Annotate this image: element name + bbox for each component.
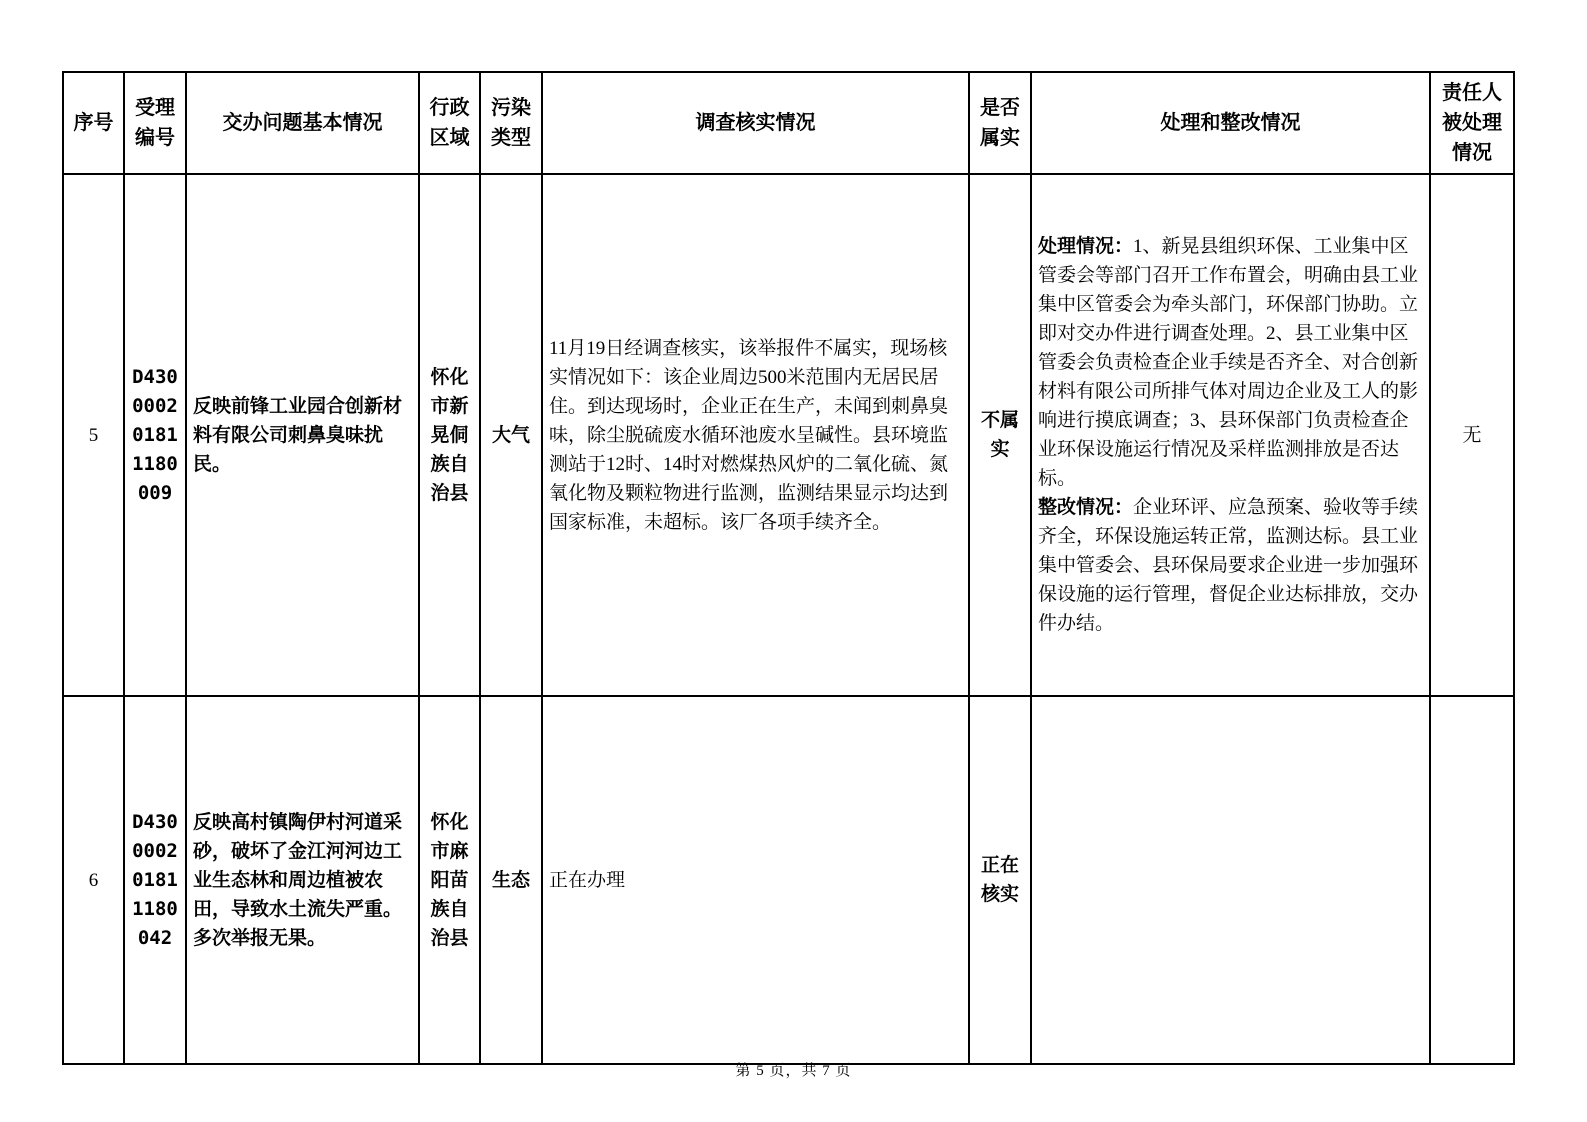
col-header-handling: 处理和整改情况	[1031, 72, 1430, 174]
col-header-case-number: 受理编号	[124, 72, 186, 174]
serial-cell: 6	[63, 696, 124, 1064]
investigation-cell: 11月19日经调查核实，该举报件不属实，现场核实情况如下：该企业周边500米范围内无居民居住。到达现场时，企业正在生产，未闻到刺鼻臭味，除尘脱硫废水循环池废水呈碱性。县环境监测站于12时、14时对燃煤热风炉的二氧化硫、氮氧化物及颗粒物进行监测，监测结果显示均达到国家标准，未超标。该厂各项手续齐全。	[542, 174, 969, 696]
col-header-serial: 序号	[63, 72, 124, 174]
region-cell: 怀化市新晃侗族自治县	[419, 174, 480, 696]
table-row-case-5	[63, 174, 1514, 696]
rectification-label: 整改情况：	[1038, 497, 1134, 518]
verified-cell: 不属实	[969, 174, 1031, 696]
page-footer: 第 5 页，共 7 页	[735, 1063, 852, 1079]
pollution-type-cell: 生态	[480, 696, 542, 1064]
accountability-cell: 无	[1430, 174, 1514, 696]
handling-label: 处理情况：	[1038, 236, 1134, 257]
table-row-case-6	[63, 696, 1514, 1064]
col-header-issue: 交办问题基本情况	[186, 72, 419, 174]
handling-cell	[1031, 696, 1430, 1064]
table-header-row	[63, 72, 1514, 174]
issue-summary-cell: 反映前锋工业园合创新材料有限公司刺鼻臭味扰民。	[186, 174, 419, 696]
col-header-pollution-type: 污染类型	[480, 72, 542, 174]
complaint-table	[62, 71, 1515, 1065]
pollution-type-cell: 大气	[480, 174, 542, 696]
col-header-region: 行政区域	[419, 72, 480, 174]
handling-paragraph	[1038, 232, 1423, 493]
col-header-accountability: 责任人被处理情况	[1430, 72, 1514, 174]
handling-text: 1、新晃县组织环保、工业集中区管委会等部门召开工作布置会，明确由县工业集中区管委会为牵头部门，环保部门协助。立即对交办件进行调查处理。2、县工业集中区管委会负责检查企业手续是否齐全、对合创新材料有限公司所排气体对周边企业及工人的影响进行摸底调查；3、县环保部门负责检查企业环保设施运行情况及采样监测排放是否达标。	[1038, 236, 1419, 489]
rectification-text: 企业环评、应急预案、验收等手续齐全，环保设施运转正常，监测达标。县工业集中管委会、县环保局要求企业进一步加强环保设施的运行管理，督促企业达标排放，交办件办结。	[1038, 497, 1419, 634]
verified-cell: 正在核实	[969, 696, 1031, 1064]
col-header-verified: 是否属实	[969, 72, 1031, 174]
issue-summary-cell: 反映高村镇陶伊村河道采砂，破坏了金江河河边工业生态林和周边植被农田，导致水土流失严重。多次举报无果。	[186, 696, 419, 1064]
serial-cell: 5	[63, 174, 124, 696]
investigation-cell: 正在办理	[542, 696, 969, 1064]
handling-cell	[1031, 174, 1430, 696]
case-number-cell: D430000201811180009	[124, 174, 186, 696]
rectification-paragraph	[1038, 493, 1423, 638]
col-header-investigation: 调查核实情况	[542, 72, 969, 174]
region-cell: 怀化市麻阳苗族自治县	[419, 696, 480, 1064]
case-number-cell: D430000201811180042	[124, 696, 186, 1064]
accountability-cell	[1430, 696, 1514, 1064]
